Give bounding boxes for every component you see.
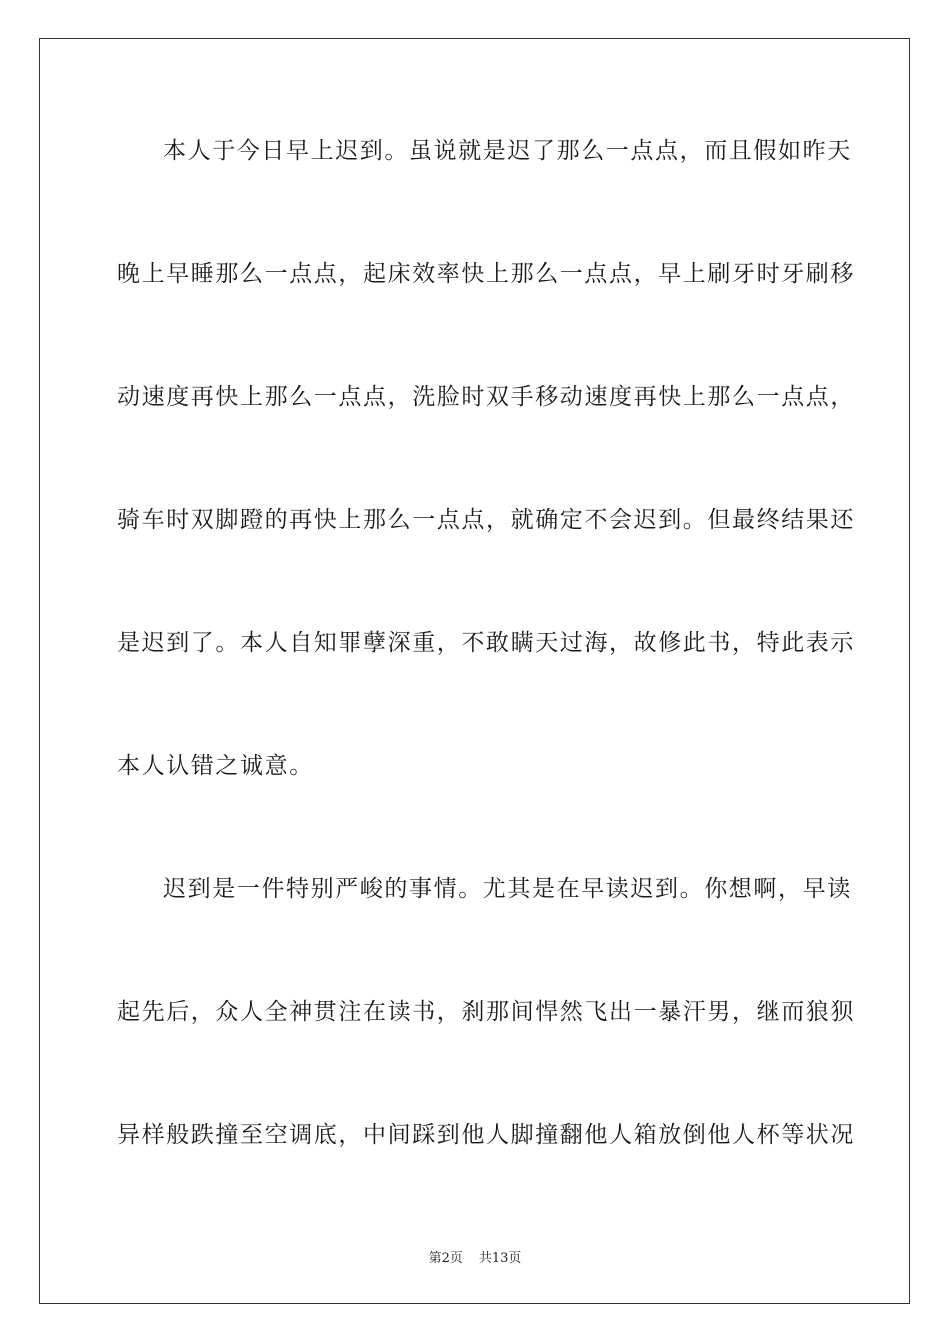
paragraph-2-line-1: 迟到是一件特别严峻的事情。尤其是在早读迟到。你想啊，早读	[163, 876, 852, 902]
page-number: 第2页	[428, 1251, 463, 1266]
paragraph-1-line-6: 本人认错之诚意。	[117, 753, 314, 779]
page-border	[39, 38, 910, 1304]
page-footer	[0, 1247, 950, 1266]
paragraph-2-line-3: 异样般跌撞至空调底，中间踩到他人脚撞翻他人箱放倒他人杯等状况	[117, 1122, 855, 1148]
paragraph-1-line-5: 是迟到了。本人自知罪孽深重，不敢瞒天过海，故修此书，特此表示	[117, 630, 855, 656]
total-pages: 共13页	[478, 1251, 522, 1266]
paragraph-1-line-4: 骑车时双脚蹬的再快上那么一点点，就确定不会迟到。但最终结果还	[117, 507, 855, 533]
paragraph-1-line-3: 动速度再快上那么一点点，洗脸时双手移动速度再快上那么一点点，	[117, 384, 855, 410]
paragraph-1-line-2: 晚上早睡那么一点点，起床效率快上那么一点点，早上刷牙时牙刷移	[117, 261, 855, 287]
paragraph-1-line-1: 本人于今日早上迟到。虽说就是迟了那么一点点，而且假如昨天	[163, 138, 852, 164]
paragraph-2-line-2: 起先后，众人全神贯注在读书，刹那间悍然飞出一暴汗男，继而狼狈	[117, 999, 855, 1025]
